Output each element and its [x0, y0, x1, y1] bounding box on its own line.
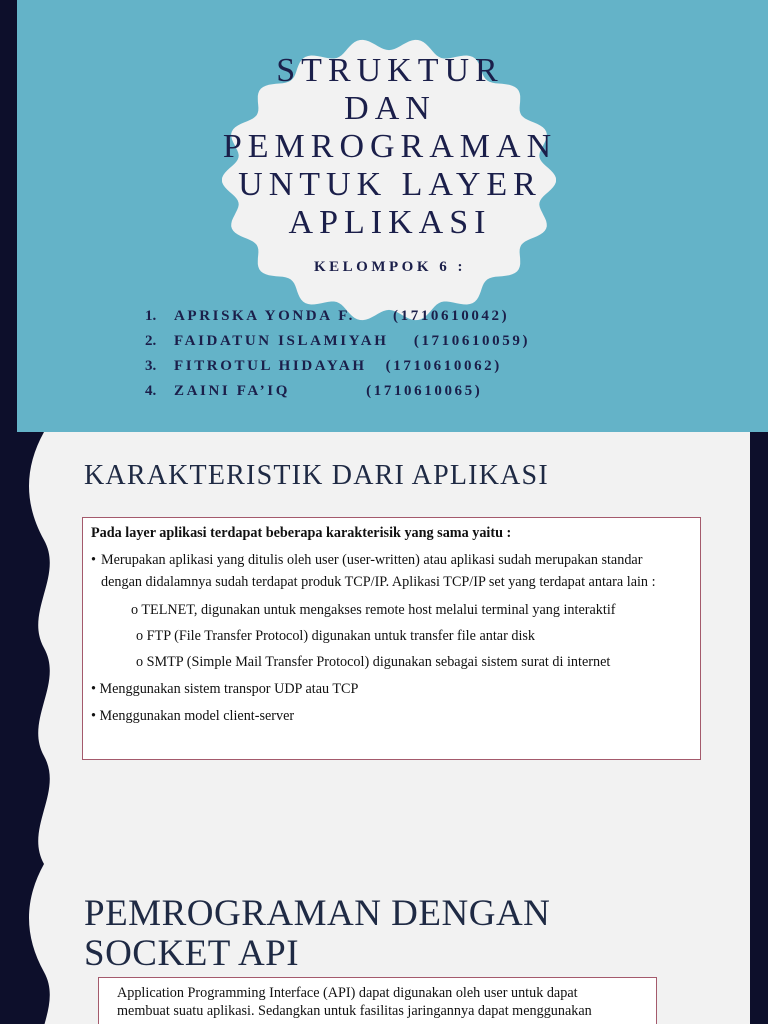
- member-number: 2.: [145, 333, 157, 349]
- title-line: APLIKASI: [288, 204, 492, 241]
- member-item: [145, 383, 530, 408]
- group-label: KELOMPOK 6 :: [314, 259, 466, 275]
- member-name: FITROTUL HIDAYAH (1710610062): [174, 358, 502, 374]
- member-item: [145, 308, 530, 333]
- body-line: membuat suatu aplikasi. Sedangkan untuk fasilitas jaringannya dapat menggunakan: [117, 1003, 592, 1019]
- member-number: 4.: [145, 383, 157, 399]
- content-box: [82, 517, 701, 760]
- member-item: [145, 333, 530, 358]
- characteristics-slide: [0, 432, 750, 864]
- member-number: 3.: [145, 358, 157, 374]
- heading-line: PEMROGRAMAN DENGAN: [84, 893, 551, 934]
- socket-api-slide: [0, 864, 750, 1024]
- title-slide: [0, 0, 768, 432]
- member-item: [145, 358, 530, 383]
- bullet-glyph: •: [91, 681, 96, 697]
- bullet-text: Menggunakan model client-server: [99, 708, 295, 724]
- bullet-text: Merupakan aplikasi yang ditulis oleh user (user-written) atau aplikasi sudah merupakan standar dengan didalamnya sudah terdapat produk TCP/IP. Aplikasi TCP/IP set yang terdapat antara lain :: [101, 552, 656, 590]
- wave-edge-decoration: [0, 432, 56, 864]
- bullet-glyph: •: [91, 552, 96, 568]
- member-list: [145, 308, 530, 408]
- wave-edge-decoration: [0, 864, 56, 1024]
- member-name: ZAINI FA’IQ (1710610065): [174, 383, 483, 399]
- sub-item: o SMTP (Simple Mail Transfer Protocol) digunakan sebagai sistem surat di internet: [136, 654, 611, 670]
- slide-title: [160, 52, 620, 242]
- sub-item: o FTP (File Transfer Protocol) digunakan untuk transfer file antar disk: [136, 628, 536, 644]
- bullet-text: Menggunakan sistem transpor UDP atau TCP: [99, 681, 359, 697]
- sub-item: o TELNET, digunakan untuk mengakses remote host melalui terminal yang interaktif: [131, 602, 616, 618]
- heading-line: SOCKET API: [84, 933, 300, 974]
- title-line: DAN: [344, 90, 436, 127]
- title-line: UNTUK LAYER: [238, 166, 542, 203]
- bullet-item: [91, 680, 692, 698]
- title-line: PEMROGRAMAN: [222, 128, 558, 165]
- slide-heading: KARAKTERISTIK DARI APLIKASI: [84, 460, 549, 491]
- body-line: Application Programming Interface (API) dapat digunakan oleh user untuk dapat: [117, 985, 578, 1001]
- content-box: [98, 977, 657, 1024]
- member-number: 1.: [145, 308, 157, 324]
- intro-text: Pada layer aplikasi terdapat beberapa karakterisik yang sama yaitu :: [91, 525, 512, 541]
- bullet-item: [91, 707, 692, 725]
- title-line: STRUKTUR: [276, 52, 504, 89]
- slide-heading: [84, 894, 550, 974]
- left-accent-bar: [0, 0, 17, 432]
- member-name: FAIDATUN ISLAMIYAH (1710610059): [174, 333, 531, 349]
- bullet-item: [91, 550, 692, 593]
- bullet-glyph: •: [91, 708, 96, 724]
- member-name: APRISKA YONDA F. (1710610042): [174, 308, 510, 324]
